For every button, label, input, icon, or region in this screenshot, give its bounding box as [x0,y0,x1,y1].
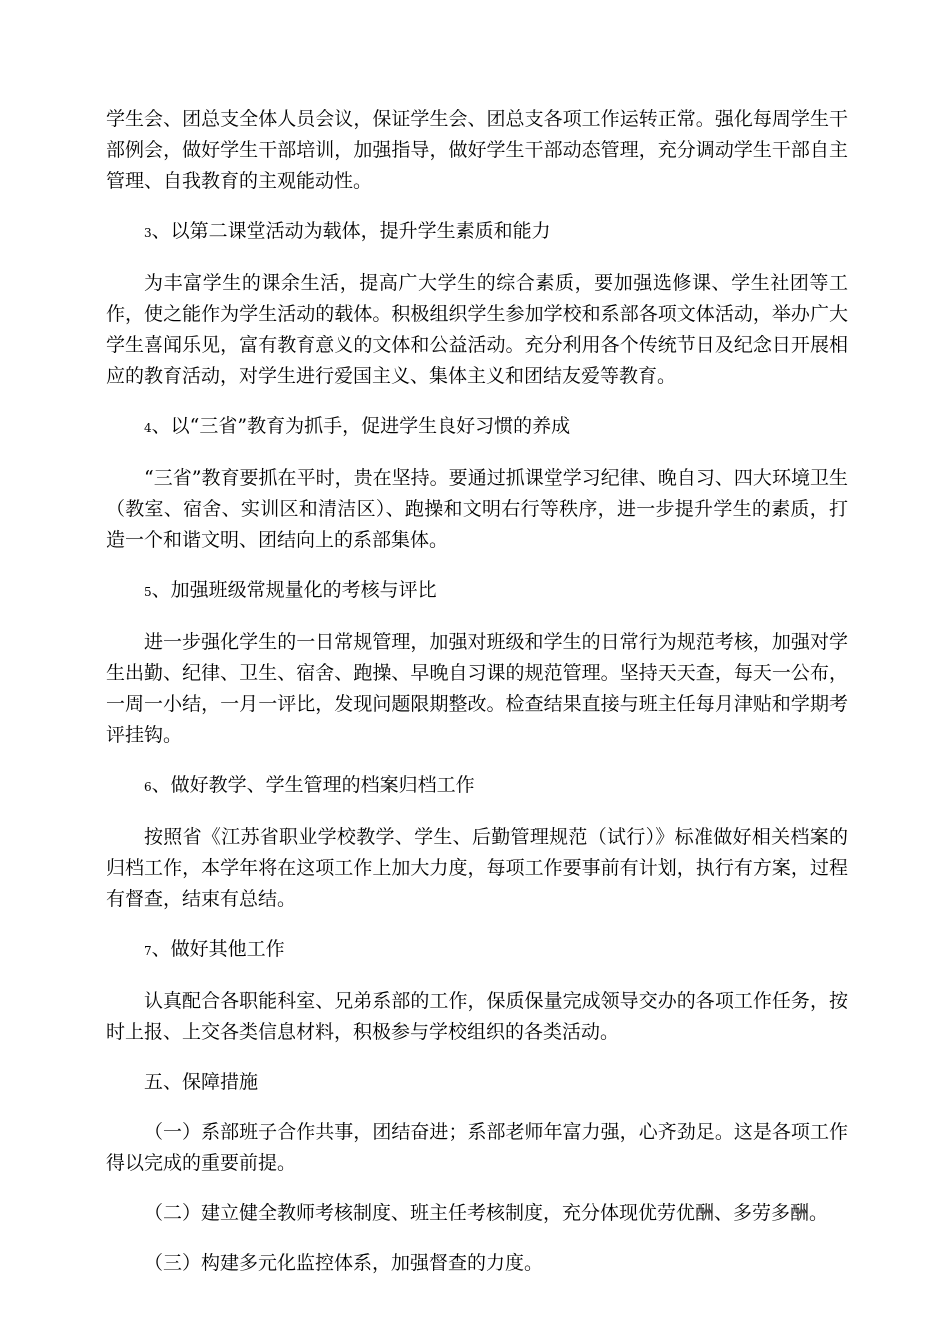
section-4-heading [106,411,848,444]
section-4-body: “三省”教育要抓在平时，贵在坚持。要通过抓课堂学习纪律、晚自习、四大环境卫生（教室、宿舍、实训区和清洁区）、跑操和文明右行等秩序，进一步提升学生的素质，打造一个和谐文明、团结向上的系部集体。 [106,467,848,551]
section-6-body: 按照省《江苏省职业学校教学、学生、后勤管理规范（试行）》标准做好相关档案的归档工作，本学年将在这项工作上加大力度，每项工作要事前有计划，执行有方案，过程有督查，结束有总结。 [106,826,848,910]
intro-paragraph: 学生会、团总支全体人员会议，保证学生会、团总支各项工作运转正常。强化每周学生干部例会，做好学生干部培训，加强指导，做好学生干部动态管理，充分调动学生干部自主管理、自我教育的主观能动性。 [106,108,848,192]
section-5-number: 5 [144,585,152,599]
section-5-title: 、加强班级常规量化的考核与评比 [151,579,437,601]
part-5-heading: 五、保障措施 [144,1071,259,1093]
section-4-title: 、以“三省”教育为抓手，促进学生良好习惯的养成 [151,415,571,437]
measure-item-2: （二）建立健全教师考核制度、班主任考核制度，充分体现优劳优酬、多劳多酬。 [144,1202,829,1224]
section-4-number: 4 [144,421,152,435]
section-6-number: 6 [144,780,152,794]
section-5-body: 进一步强化学生的一日常规管理，加强对班级和学生的日常行为规范考核，加强对学生出勤、纪律、卫生、宿舍、跑操、早晚自习课的规范管理。坚持天天查，每天一公布，一周一小结，一月一评比，发现问题限期整改。检查结果直接与班主任每月津贴和学期考评挂钩。 [106,631,848,746]
section-5-heading [106,575,848,608]
section-7-title: 、做好其他工作 [151,938,285,960]
section-7-heading [106,934,848,967]
section-3-body: 为丰富学生的课余生活，提高广大学生的综合素质，要加强选修课、学生社团等工作，使之能作为学生活动的载体。积极组织学生参加学校和系部各项文体活动，举办广大学生喜闻乐见，富有教育意义的文体和公益活动。充分利用各个传统节日及纪念日开展相应的教育活动，对学生进行爱国主义、集体主义和团结友爱等教育。 [106,272,848,387]
document-page [106,104,848,1298]
section-6-title: 、做好教学、学生管理的档案归档工作 [151,774,475,796]
section-3-number: 3 [144,226,152,240]
section-6-heading [106,770,848,803]
measure-item-3: （三）构建多元化监控体系，加强督查的力度。 [144,1252,544,1274]
measure-item-1: （一）系部班子合作共事，团结奋进；系部老师年富力强，心齐劲足。这是各项工作得以完成的重要前提。 [106,1121,848,1174]
section-3-title: 、以第二课堂活动为载体，提升学生素质和能力 [151,220,551,242]
section-7-number: 7 [144,944,152,958]
section-7-body: 认真配合各职能科室、兄弟系部的工作，保质保量完成领导交办的各项工作任务，按时上报、上交各类信息材料，积极参与学校组织的各类活动。 [106,990,848,1043]
section-3-heading [106,216,848,249]
